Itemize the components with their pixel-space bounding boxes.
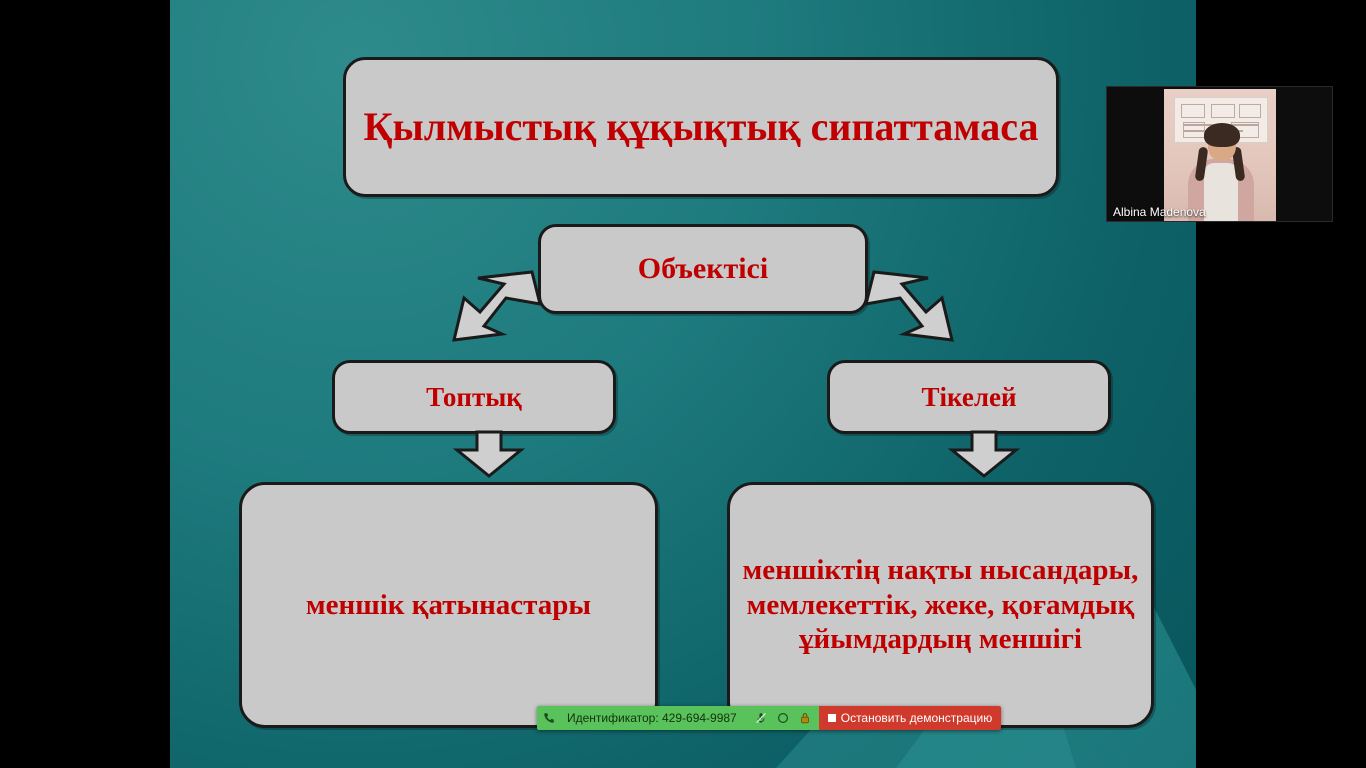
microphone-muted-icon[interactable]: [755, 712, 767, 724]
shared-presentation-slide: [170, 0, 1196, 768]
lock-icon[interactable]: [799, 712, 811, 724]
phone-audio-indicator[interactable]: [537, 706, 561, 730]
meeting-id-label: Идентификатор: 429-694-9987: [561, 706, 747, 730]
stop-share-label: Остановить демонстрацию: [840, 711, 993, 725]
arrow-down-left-icon: [448, 268, 544, 344]
diagram-node-group: Топтық: [332, 360, 616, 434]
stop-share-button[interactable]: [819, 706, 1001, 730]
stop-square-icon: [828, 714, 836, 722]
diagram-title-box: Қылмыстық құқықтық сипаттамаса: [343, 57, 1059, 197]
phone-icon: [543, 712, 555, 724]
person-hair: [1204, 123, 1240, 147]
participant-name-label: Albina Madenova: [1113, 205, 1206, 219]
meeting-status-icons[interactable]: [747, 706, 819, 730]
diagram-detail-group: меншік қатынастары: [239, 482, 658, 728]
arrow-down-icon: [449, 430, 529, 478]
video-feed: [1164, 89, 1276, 221]
diagram-node-object: Объектісі: [538, 224, 868, 314]
participant-video-thumbnail[interactable]: [1106, 86, 1333, 222]
diagram-node-direct: Тікелей: [827, 360, 1111, 434]
record-circle-icon[interactable]: [777, 712, 789, 724]
arrow-down-icon: [944, 430, 1024, 478]
diagram-detail-direct: меншіктің нақты нысандары, мемлекеттік, жеке, қоғамдық ұйымдардың меншігі: [727, 482, 1154, 728]
arrow-down-right-icon: [862, 268, 958, 344]
screen-share-toolbar[interactable]: [537, 706, 1001, 730]
